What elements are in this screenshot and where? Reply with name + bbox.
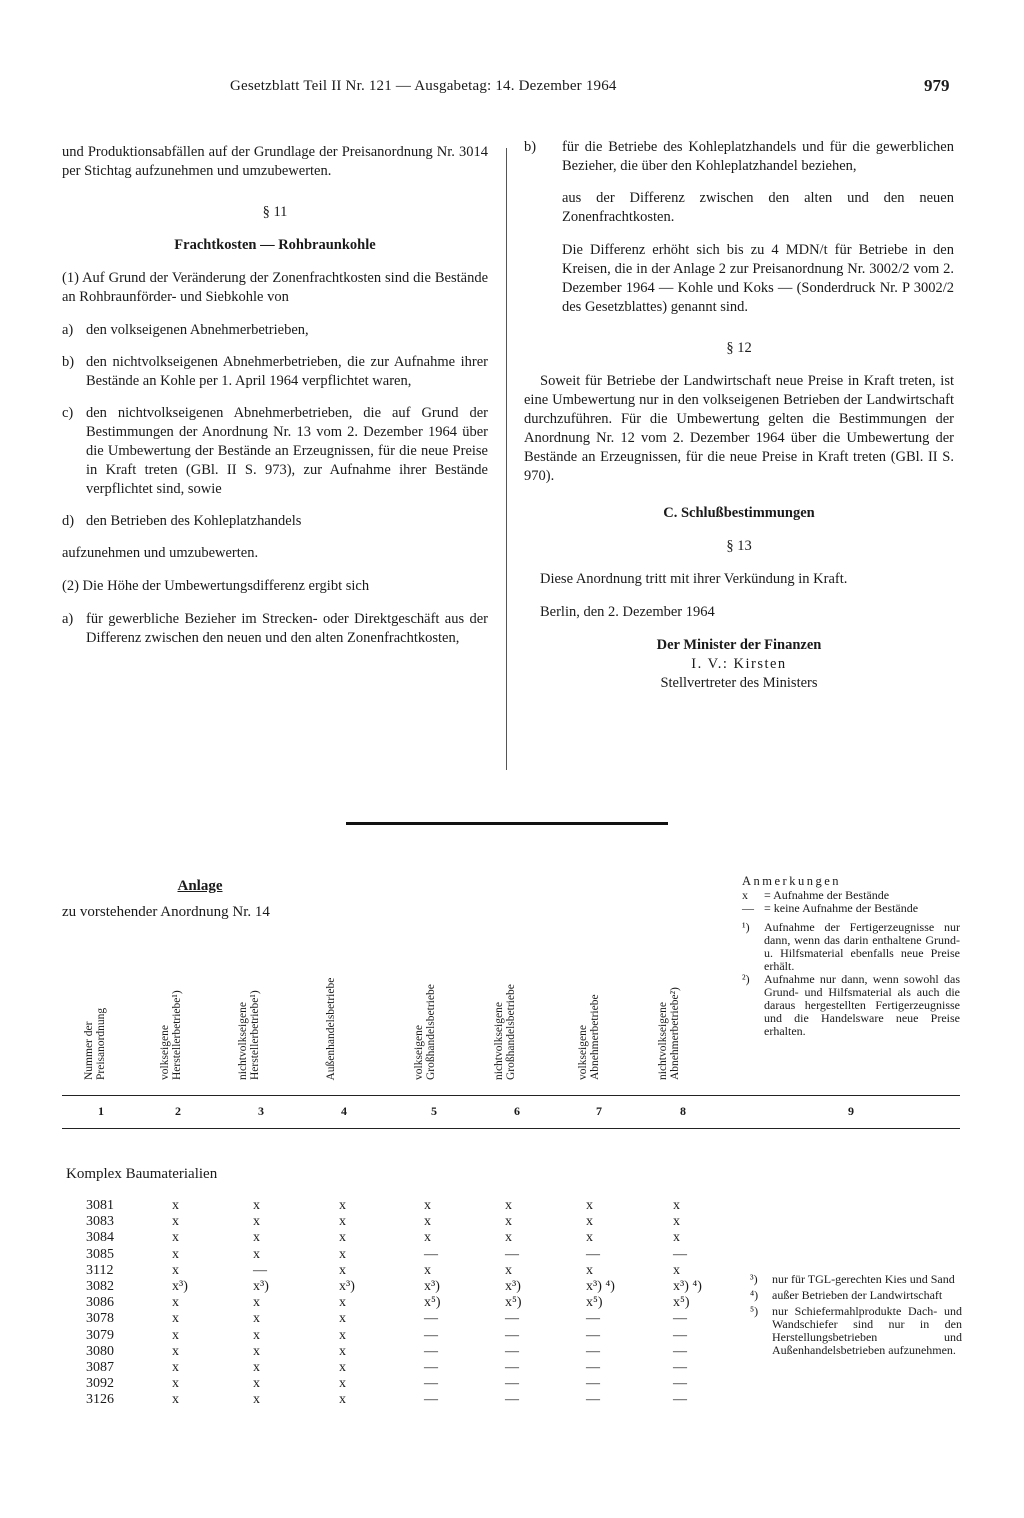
section-13-text: Diese Anordnung tritt mit ihrer Verkündung in Kraft. (540, 571, 848, 587)
table-cell: — (673, 1360, 687, 1375)
column-header: nichtvolkseigene Abnehmerbetriebe²) (657, 987, 681, 1080)
section-11-number: § 11 (262, 204, 288, 220)
table-cell: — (586, 1311, 600, 1327)
table-row (0, 1295, 760, 1311)
list-item-label: a) (62, 322, 74, 338)
footnote (750, 1289, 962, 1302)
table-cell: — (586, 1246, 600, 1262)
table-cell: x (673, 1230, 680, 1246)
table-cell: x (339, 1295, 346, 1311)
table-cell: x⁵) (673, 1295, 690, 1311)
paragraph-differenz: aus der Differenz zwischen den alten und den neuen Zonenfrachtkosten. (562, 190, 954, 225)
signer-title: Der Minister der Finanzen (656, 637, 822, 653)
table-cell: x³) (253, 1279, 269, 1294)
table-cell: — (424, 1392, 438, 1408)
table-rule-bottom (62, 1128, 960, 1129)
table-cell: x (253, 1311, 260, 1327)
footnote-text: Aufnahme der Fertigerzeugnisse nur dann, wenn das darin enthaltene Grund- u. Hilfsmaterial ebenfalls neue Preise erhält. (764, 920, 960, 973)
table-cell: x (172, 1230, 179, 1246)
table-cell: — (505, 1311, 519, 1327)
column-number: 8 (680, 1104, 686, 1118)
table-cell: x (586, 1230, 593, 1246)
table-cell: x (253, 1230, 260, 1246)
table-cell: — (673, 1376, 687, 1392)
column-header: Außenhandelsbetriebe (325, 977, 337, 1080)
table-cell: x (424, 1214, 431, 1230)
column-header: volkseigene Großhandelsbetriebe (413, 984, 437, 1080)
column-header: Nummer der Preisanordnung (83, 1007, 107, 1080)
table-rule-top (62, 1095, 960, 1096)
table-cell: x (339, 1360, 346, 1375)
table-cell: — (505, 1246, 519, 1262)
table-cell-number: 3092 (86, 1376, 114, 1392)
anlage-subtitle: zu vorstehender Anordnung Nr. 14 (62, 904, 270, 920)
table-cell: — (424, 1343, 438, 1359)
table-cell: — (424, 1246, 438, 1262)
table-cell-number: 3084 (86, 1230, 114, 1246)
table-cell: x (673, 1262, 680, 1278)
table-cell: x (339, 1376, 346, 1392)
list-item (62, 404, 488, 499)
table-cell: x (339, 1230, 346, 1246)
table-cell: x (505, 1214, 512, 1230)
section-12-number: § 12 (726, 340, 752, 356)
table-cell: x (253, 1327, 260, 1343)
footnote-key: ⁴) (750, 1288, 759, 1302)
list-item-text: für gewerbliche Bezieher im Strecken- oder Direktgeschäft aus der Differenz zwischen den neuen und den alten Zonenfrachtkosten, (86, 611, 488, 646)
paragraph-intro: und Produktionsabfällen auf der Grundlage der Preisanordnung Nr. 3014 per Stichtag aufzunehmen und umzubewerten. (62, 144, 488, 179)
table-cell: x (339, 1246, 346, 1262)
running-header: Gesetzblatt Teil II Nr. 121 — Ausgabetag: 14. Dezember 1964 (230, 78, 617, 94)
table-cell: x (253, 1343, 260, 1359)
column-header: volkseigene Herstellerbetriebe¹) (159, 990, 183, 1080)
table-cell: — (586, 1376, 600, 1392)
table-cell: x (172, 1376, 179, 1392)
anlage-title: Anlage (177, 878, 223, 894)
table-cell: x (172, 1360, 179, 1375)
footnote-key: ²) (742, 972, 750, 986)
footnote-key: ¹) (742, 920, 750, 934)
column-header: nichtvolkseigene Großhandelsbetriebe (493, 984, 517, 1080)
column-divider (506, 148, 507, 770)
table-cell-number: 3082 (86, 1279, 114, 1294)
section-13-number: § 13 (726, 538, 752, 554)
footnote (742, 921, 960, 973)
table-cell: — (673, 1327, 687, 1343)
table-cell: x⁵) (586, 1295, 603, 1311)
table-cell-number: 3081 (86, 1198, 114, 1213)
table-cell: — (673, 1392, 687, 1408)
list-item-text: den nichtvolkseigenen Abnehmerbetrieben, die zur Aufnahme ihrer Bestände an Kohle per 1. April 1964 verpflichtet waren, (86, 354, 488, 389)
list-item-text: den volkseigenen Abnehmerbetrieben, (86, 322, 309, 338)
table-cell: — (505, 1360, 519, 1375)
footnote-text: außer Betrieben der Landwirtschaft (772, 1288, 943, 1302)
list-item (62, 610, 488, 648)
table-cell: — (505, 1327, 519, 1343)
table-cell: x (172, 1327, 179, 1343)
list-item-text: den nichtvolkseigenen Abnehmerbetrieben, die auf Grund der Bestimmungen der Anordnung Nr. 13 vom 2. Dezember 1964 über die Umbewertung der Bestände an Erzeugnissen, für die neue Preise in Kraft treten (GBl. II S. 973), zur Aufnahme ihrer Bestände verpflichtet sind, sowie (86, 405, 488, 497)
section-11-paragraph-2: (2) Die Höhe der Umbewertungsdifferenz ergibt sich (62, 578, 370, 594)
column-number: 4 (341, 1104, 347, 1118)
section-11-title: Frachtkosten — Rohbraunkohle (174, 237, 376, 253)
footnote-key: ³) (750, 1272, 758, 1286)
table-cell: x (253, 1214, 260, 1230)
table-row (0, 1360, 760, 1376)
table-row (0, 1328, 760, 1344)
legend-item (742, 902, 960, 915)
table-cell: x³) (172, 1279, 188, 1294)
table-cell: x (339, 1311, 346, 1327)
signer-name: I. V.: Kirsten (691, 656, 787, 672)
table-cell: x (253, 1198, 260, 1213)
legend-text: = Aufnahme der Bestände (764, 888, 890, 902)
table-cell: — (424, 1327, 438, 1343)
table-cell: x (673, 1214, 680, 1230)
footnote (750, 1305, 962, 1357)
table-group-label: Komplex Baumaterialien (66, 1166, 218, 1182)
table-row (0, 1198, 760, 1214)
footnote-text: Aufnahme nur dann, wenn sowohl das Grund- und Hilfsmaterial als auch die daraus hergestellten Fertigerzeugnisse und die Handelsware neue Preise erhalten. (764, 972, 960, 1038)
table-row (0, 1247, 760, 1263)
table-row (0, 1311, 760, 1327)
list-item (524, 138, 954, 176)
table-cell: — (505, 1392, 519, 1408)
list-item-text: den Betrieben des Kohleplatzhandels (86, 513, 302, 529)
legend-text: = keine Aufnahme der Bestände (764, 901, 919, 915)
table-cell: x (339, 1327, 346, 1343)
table-cell: x⁵) (424, 1295, 441, 1311)
table-row (0, 1230, 760, 1246)
table-cell: — (586, 1360, 600, 1375)
right-column (524, 138, 954, 693)
legend-key: x (742, 888, 748, 902)
table-cell: x (339, 1198, 346, 1213)
table-cell-number: 3079 (86, 1327, 114, 1343)
page-number: 979 (924, 76, 950, 95)
table-cell: x (253, 1392, 260, 1408)
table-cell: x (505, 1262, 512, 1278)
table-cell: x³) (505, 1279, 521, 1294)
table-cell: x (172, 1295, 179, 1311)
table-cell-number: 3126 (86, 1392, 114, 1408)
footnote (750, 1273, 962, 1286)
column-header: volkseigene Abnehmerbetriebe (577, 994, 601, 1080)
list-item-label: b) (62, 354, 75, 370)
table-cell: x (172, 1246, 179, 1262)
column-number: 7 (596, 1104, 602, 1118)
column-number: 2 (175, 1104, 181, 1118)
table-cell-number: 3080 (86, 1343, 114, 1359)
table-row (0, 1376, 760, 1392)
table-cell: — (505, 1343, 519, 1359)
table-cell: x³) (424, 1279, 440, 1294)
table-cell: — (586, 1392, 600, 1408)
table-cell-number: 3086 (86, 1295, 114, 1311)
table-cell: — (673, 1246, 687, 1262)
table-row (0, 1214, 760, 1230)
table-cell: x (424, 1230, 431, 1246)
list-item-label: a) (62, 611, 74, 627)
table-cell: x³) ⁴) (673, 1279, 702, 1294)
section-11-paragraph-1: (1) Auf Grund der Veränderung der Zonenfrachtkosten sind die Bestände an Rohbraunförder- und Siebkohle von (62, 270, 488, 305)
signer-role: Stellvertreter des Ministers (660, 675, 818, 691)
table-footnotes (750, 1273, 962, 1357)
column-header: nichtvolkseigene Herstellerbetriebe¹) (237, 990, 261, 1080)
list-item-label: c) (62, 405, 74, 421)
table-cell: x (424, 1262, 431, 1278)
table-cell: x⁵) (505, 1295, 522, 1311)
table-cell: x (673, 1198, 680, 1213)
table-cell: — (673, 1343, 687, 1359)
table-cell-number: 3087 (86, 1360, 114, 1375)
table-cell: x (253, 1246, 260, 1262)
table-cell: — (673, 1311, 687, 1327)
table-cell: x (339, 1392, 346, 1408)
table-cell: — (253, 1262, 267, 1278)
table-row (0, 1392, 760, 1408)
list-item (62, 512, 488, 531)
legend-key: — (742, 901, 754, 915)
table-cell: x (339, 1262, 346, 1278)
list-item-text: für die Betriebe des Kohleplatzhandels und für die gewerblichen Bezieher, die über den Kohleplatzhandel beziehen, (562, 139, 954, 174)
table-cell: x (505, 1230, 512, 1246)
list-item (62, 321, 488, 340)
paragraph-aufzunehmen: aufzunehmen und umzubewerten. (62, 545, 259, 561)
annotations-heading: Anmerkungen (742, 874, 842, 888)
list-item-label: b) (524, 139, 537, 155)
table-cell: x (172, 1262, 179, 1278)
paragraph-erhoeht: Die Differenz erhöht sich bis zu 4 MDN/t für Betriebe in den Kreisen, die in der Anlage 2 zur Preisanordnung Nr. 3002/2 vom 2. Dezember 1964 — Kohle und Koks — (Sonderdruck Nr. P 3002/2 des Gesetzblattes) genannt sind. (562, 242, 954, 315)
column-number: 1 (98, 1104, 104, 1118)
column-number: 6 (514, 1104, 520, 1118)
table-cell: — (586, 1343, 600, 1359)
table-cell: — (424, 1311, 438, 1327)
table-row (0, 1279, 760, 1295)
list-item (62, 353, 488, 391)
table-cell: — (586, 1327, 600, 1343)
footnote-text: nur für TGL-gerechten Kies und Sand (772, 1272, 955, 1286)
table-row (0, 1344, 760, 1360)
table-cell: x (172, 1311, 179, 1327)
part-c-title: C. Schlußbestimmungen (663, 505, 815, 521)
footnote-text: nur Schiefermahlprodukte Dach- und Wandschiefer sind nur in den Herstellungsbetrieben und Außenhandelsbetrieben aufzunehmen. (772, 1304, 962, 1357)
column-number: 5 (431, 1104, 437, 1118)
table-cell: — (505, 1376, 519, 1392)
column-number: 9 (848, 1104, 854, 1118)
table-cell: x (339, 1343, 346, 1359)
section-rule (346, 822, 668, 825)
table-cell-number: 3085 (86, 1246, 114, 1262)
table-cell: x (253, 1376, 260, 1392)
footnote (742, 973, 960, 1038)
annotations-block (742, 875, 960, 1038)
table-cell-number: 3078 (86, 1311, 114, 1327)
table-row (0, 1263, 760, 1279)
list-item-label: d) (62, 513, 75, 529)
table-cell: — (424, 1376, 438, 1392)
table-cell: — (424, 1360, 438, 1375)
footnote-key: ⁵) (750, 1304, 759, 1318)
table-cell: x³) (339, 1279, 355, 1294)
place-date: Berlin, den 2. Dezember 1964 (540, 604, 715, 620)
table-cell-number: 3112 (86, 1262, 114, 1278)
column-number: 3 (258, 1104, 264, 1118)
table-cell: x (505, 1198, 512, 1213)
table-cell: x (424, 1198, 431, 1213)
table-cell: x³) ⁴) (586, 1279, 615, 1294)
table-cell: x (586, 1214, 593, 1230)
section-12-text: Soweit für Betriebe der Landwirtschaft neue Preise in Kraft treten, ist eine Umbewertung nur in den volkseigenen Betrieben der Landwirtschaft durchzuführen. Für die Umbewertung gelten die Bestimmungen der Anordnung Nr. 12 vom 2. Dezember 1964 über die Umbewertung der Bestände an Erzeugnissen, für die neue Preise in Kraft treten (GBl. II S. 970). (524, 373, 954, 484)
table-cell: x (172, 1198, 179, 1213)
table-cell: x (586, 1198, 593, 1213)
left-column (62, 143, 488, 661)
table-cell: x (339, 1214, 346, 1230)
table-cell: x (253, 1295, 260, 1311)
table-cell: x (172, 1343, 179, 1359)
table-cell: x (253, 1360, 260, 1375)
table-cell: x (172, 1214, 179, 1230)
table-cell-number: 3083 (86, 1214, 114, 1230)
table-cell: x (172, 1392, 179, 1408)
table-cell: x (586, 1262, 593, 1278)
